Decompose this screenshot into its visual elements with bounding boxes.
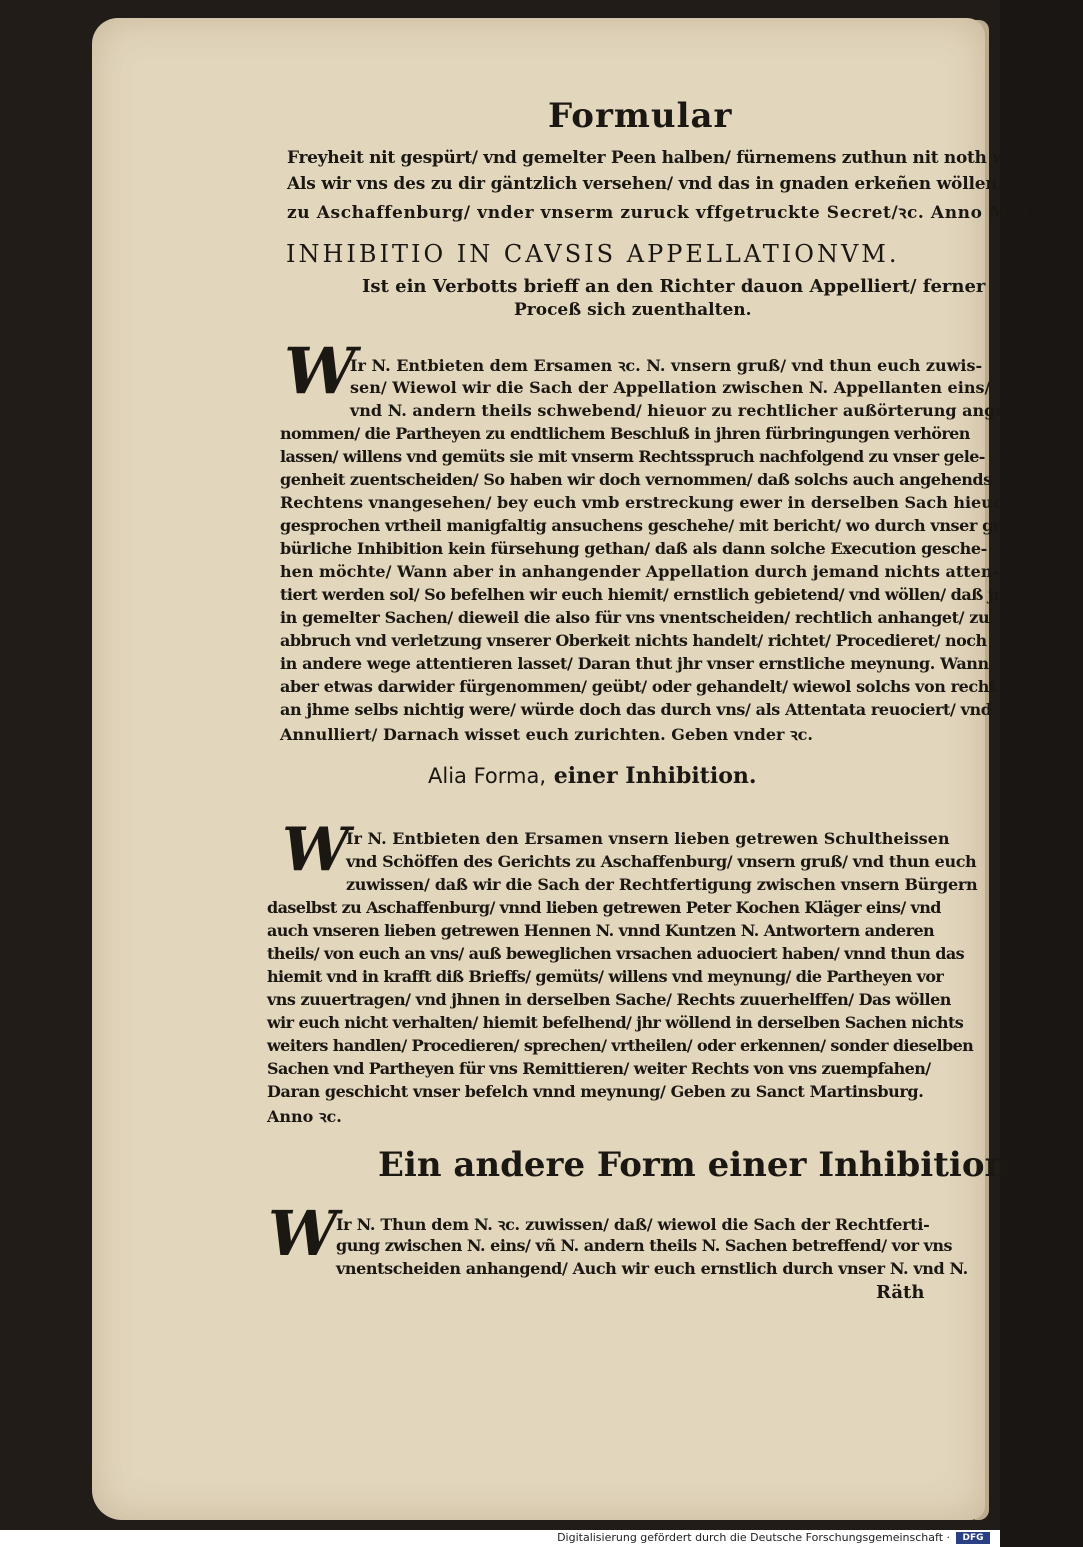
body-line: vnd N. andern theils schwebend/ hieuor zu rechtlicher außörterung ange- [350, 401, 1013, 420]
body-line: daselbst zu Aschaffenburg/ vnnd lieben getrewen Peter Kochen Kläger eins/ vnd [267, 898, 941, 917]
initial-letter: W [268, 1197, 338, 1270]
body-line: hiemit vnd in krafft diß Brieffs/ gemüts/ willens vnd meynung/ die Partheyen vor [267, 967, 944, 986]
initial-letter: W [284, 334, 356, 409]
body-line: theils/ von euch an vns/ auß beweglichen vrsachen aduociert haben/ vnnd thun das [267, 944, 965, 963]
footer-credit: Digitalisierung gefördert durch die Deutsche Forschungsgemeinschaft · [557, 1531, 950, 1544]
section-title-ander-form: Ein andere Form einer Inhibition. [378, 1145, 1022, 1185]
section-subtitle-line: Ist ein Verbotts brieff an den Richter dauon Appelliert/ ferner [362, 276, 986, 297]
body-line: gesprochen vrtheil manigfaltig ansuchens geschehe/ mit bericht/ wo durch vnser ge- [280, 516, 1009, 535]
body-line: vns zuuertragen/ vnd jhnen in derselben Sache/ Rechts zuuerhelffen/ Das wöllen [267, 990, 951, 1009]
body-line: Daran geschicht vnser befelch vnnd meynung/ Geben zu Sanct Martinsburg. [267, 1082, 924, 1101]
top-line: Als wir vns des zu dir gäntzlich versehen/ vnd das in gnaden erkeñen wöllen. Geben [287, 174, 1069, 194]
body-line: in gemelter Sachen/ dieweil die also für vns vnentscheiden/ rechtlich anhanget/ zu [280, 608, 990, 627]
body-line: wir euch nicht verhalten/ hiemit befelhend/ jhr wöllend in derselben Sachen nichts [267, 1013, 964, 1032]
top-line: zu Aschaffenburg/ vnder vnserm zuruck vffgetruckte Secret/ꝛc. Anno M. D. Xij. [287, 203, 1083, 223]
body-line: nommen/ die Partheyen zu endtlichem Beschluß in jhren fürbringungen verhören [280, 424, 970, 443]
body-line: weiters handlen/ Procedieren/ sprechen/ vrtheilen/ oder erkennen/ sonder dieselben [267, 1036, 974, 1055]
body-line: lassen/ willens vnd gemüts sie mit vnserm Rechtsspruch nachfolgend zu vnser gele- [280, 447, 985, 466]
body-line: hen möchte/ Wann aber in anhangender Appellation durch jemand nichts atten- [280, 562, 1000, 581]
body-line: Rechtens vnangesehen/ bey euch vmb erstreckung ewer in derselben Sach hieuor [280, 493, 1012, 512]
body-line: sen/ Wiewol wir die Sach der Appellation zwischen N. Appellanten eins/ [350, 378, 991, 397]
top-line: Freyheit nit gespürt/ vnd gemelter Peen halben/ fürnemens zuthun nit noth werde/ [287, 148, 1054, 168]
body-line: Ir N. Thun dem N. ꝛc. zuwissen/ daß/ wiewol die Sach der Rechtferti- [336, 1215, 930, 1234]
dfg-logo: DFG [956, 1532, 990, 1544]
body-line: gung zwischen N. eins/ vñ N. andern theils N. Sachen betreffend/ vor vns [336, 1236, 953, 1255]
title-roman-part: Alia Forma, [428, 764, 547, 788]
body-line: auch vnseren lieben getrewen Hennen N. vnnd Kuntzen N. Antwortern anderen [267, 921, 935, 940]
body-line: vnentscheiden anhangend/ Auch wir euch ernstlich durch vnser N. vnd N. [336, 1259, 968, 1278]
body-line: vnd Schöffen des Gerichts zu Aschaffenburg/ vnsern gruß/ vnd thun euch [346, 852, 977, 871]
body-line: Ir N. Entbieten dem Ersamen ꝛc. N. vnsern gruß/ vnd thun euch zuwis- [350, 356, 983, 375]
section-title-inhibitio: INHIBITIO IN CAVSIS APPELLATIONVM. [286, 240, 900, 268]
body-line: an jhme selbs nichtig were/ würde doch das durch vns/ als Attentata reuociert/ vnd [280, 700, 992, 719]
body-line: abbruch vnd verletzung vnserer Oberkeit nichts handelt/ richtet/ Procedieret/ noch [280, 631, 987, 650]
catchword: Räth [876, 1282, 925, 1303]
title-gothic-part: einer Inhibition. [553, 763, 757, 789]
body-line: Annulliert/ Darnach wisset euch zurichten. Geben vnder ꝛc. [280, 725, 813, 744]
body-line: genheit zuentscheiden/ So haben wir doch vernommen/ daß solchs auch angehends [280, 470, 992, 489]
body-line: bürliche Inhibition kein fürsehung gethan/ daß als dann solche Execution gesche- [280, 539, 987, 558]
body-line: zuwissen/ daß wir die Sach der Rechtfertigung zwischen vnsern Bürgern [346, 875, 978, 894]
body-line: in andere wege attentieren lasset/ Daran thut jhr vnser ernstliche meynung. Wann [280, 654, 989, 673]
initial-letter: W [282, 815, 350, 885]
body-line: Ir N. Entbieten den Ersamen vnsern lieben getrewen Schultheissen [346, 829, 950, 848]
body-line: tiert werden sol/ So befelhen wir euch hiemit/ ernstlich gebietend/ vnd wöllen/ daß jr [280, 585, 1002, 604]
running-head: Formular [548, 96, 733, 136]
section-subtitle-line: Proceß sich zuenthalten. [514, 300, 752, 320]
section-title-alia-forma [428, 763, 757, 789]
body-line: Anno ꝛc. [267, 1107, 342, 1126]
body-line: aber etwas darwider fürgenommen/ geübt/ oder gehandelt/ wiewol solchs von recht [280, 677, 996, 696]
body-line: Sachen vnd Partheyen für vns Remittieren/ weiter Rechts von vns zuempfahen/ [267, 1059, 931, 1078]
